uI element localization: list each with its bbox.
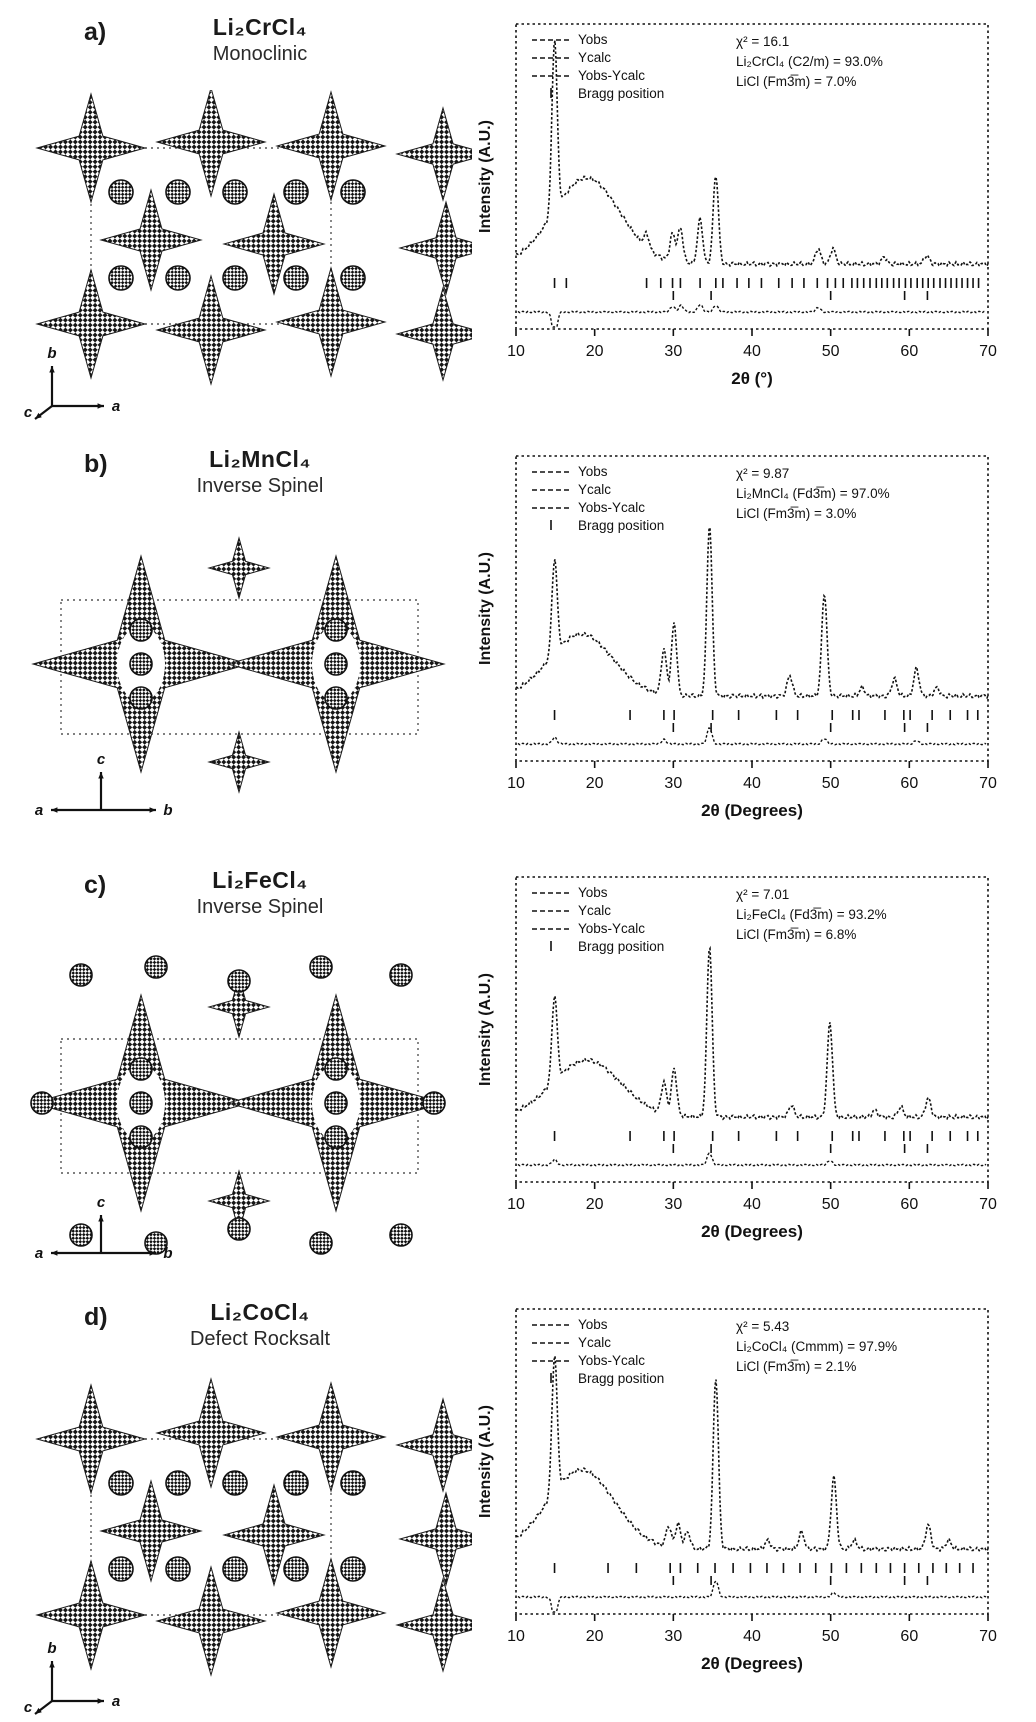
figure-panel (0, 446, 1036, 841)
axis-letter-label: a (111, 398, 121, 415)
panel-label: a) (84, 18, 107, 46)
axis-arrowhead (98, 1215, 103, 1221)
atom-circle (130, 653, 152, 675)
axis-letter-label: b (163, 802, 173, 819)
atom-circle (341, 266, 365, 290)
xrd-refinement-chart (474, 14, 1030, 409)
atom-circle (341, 1471, 365, 1495)
chart-column (474, 446, 1030, 841)
crystal-structure-image (6, 1375, 472, 1715)
atom-circle (166, 1557, 190, 1581)
legend-item-label: Ycalc (578, 482, 612, 497)
structure-type-label: Inverse Spinel (196, 896, 324, 918)
crystal-structure-image (6, 522, 472, 832)
axis-arrowhead (51, 807, 57, 812)
atom-circle (284, 180, 308, 204)
x-tick-label: 60 (900, 775, 919, 792)
panel-title-block (60, 14, 460, 66)
compound-formula: Li₂FeCl₄ (212, 867, 308, 893)
panel-label: d) (84, 1303, 108, 1331)
axis-letter-label: c (96, 1194, 106, 1211)
atom-circle (390, 1224, 412, 1246)
axis-letter-label: c (96, 751, 106, 768)
x-tick-label: 40 (743, 1196, 761, 1213)
chart-column (474, 867, 1030, 1262)
atom-circle (284, 266, 308, 290)
difference-curve (518, 1153, 986, 1165)
atom-circle (166, 1471, 190, 1495)
refinement-annotation: Li₂FeCl₄ (Fd3̅m) = 93.2% (736, 907, 887, 922)
axis-arrowhead (150, 807, 156, 812)
atom-circle (310, 1232, 332, 1254)
chart-legend (532, 885, 664, 954)
legend-item-label: Yobs (578, 1317, 608, 1332)
atom-circle (423, 1092, 445, 1114)
structure-column (0, 1299, 474, 1715)
panel-header (0, 1299, 474, 1375)
refinement-annotations (736, 466, 890, 521)
atom-circle (130, 1092, 152, 1114)
legend-item-label: Yobs-Ycalc (578, 500, 646, 515)
atom-circle (310, 956, 332, 978)
chart-legend (532, 464, 664, 533)
x-axis-label: 2θ (Degrees) (701, 801, 803, 820)
panel-title-block (60, 867, 460, 919)
axis-letter-label: a (34, 1245, 44, 1262)
atom-circle (31, 1092, 53, 1114)
x-tick-label: 30 (664, 1196, 683, 1213)
refinement-annotation: LiCl (Fm3̅m) = 6.8% (736, 927, 857, 942)
x-tick-label: 60 (900, 343, 919, 360)
atom-circle (325, 1126, 347, 1148)
x-tick-label: 30 (664, 1628, 683, 1645)
structure-column (0, 867, 474, 1273)
crystal-structure-image (6, 943, 472, 1273)
x-axis-ticks (507, 329, 997, 360)
x-tick-label: 50 (821, 1196, 840, 1213)
x-tick-label: 20 (585, 1196, 604, 1213)
x-tick-label: 10 (507, 343, 525, 360)
x-axis-ticks (507, 761, 997, 792)
x-tick-label: 20 (585, 343, 604, 360)
atom-circle (341, 180, 365, 204)
x-axis-label: 2θ (Degrees) (701, 1222, 803, 1241)
atom-circle (145, 956, 167, 978)
chart-legend (532, 1317, 664, 1386)
atom-circle (109, 1557, 133, 1581)
legend-item-label: Yobs-Ycalc (578, 921, 646, 936)
atom-circle (109, 266, 133, 290)
difference-curve (518, 1581, 986, 1612)
bragg-positions (555, 710, 978, 732)
diffraction-pattern-curve (516, 528, 988, 699)
x-tick-label: 50 (821, 343, 840, 360)
atom-circle (228, 1218, 250, 1240)
axis-arrowhead (49, 366, 54, 372)
atom-circle (325, 1058, 347, 1080)
octahedron-star (400, 1493, 472, 1585)
bragg-positions (555, 1131, 978, 1153)
panel-title-block (60, 446, 460, 498)
panel-title-block (60, 1299, 460, 1351)
x-tick-label: 50 (821, 1628, 840, 1645)
atom-circle (325, 653, 347, 675)
x-tick-label: 10 (507, 775, 525, 792)
figure-panel (0, 867, 1036, 1273)
atom-circle (223, 1471, 247, 1495)
octahedron-star (157, 90, 265, 196)
octahedron-star (157, 1379, 265, 1487)
atom-circle (325, 619, 347, 641)
x-tick-label: 30 (664, 775, 683, 792)
y-axis-label: Intensity (A.U.) (477, 973, 494, 1086)
atom-circle (223, 180, 247, 204)
x-axis-ticks (507, 1182, 997, 1213)
legend-item-label: Ycalc (578, 1335, 612, 1350)
refinement-annotation: Li₂MnCl₄ (Fd3̅m) = 97.0% (736, 486, 890, 501)
xrd-refinement-chart (474, 446, 1030, 841)
legend-item-label: Bragg position (578, 518, 665, 533)
x-tick-label: 40 (743, 1628, 761, 1645)
x-tick-label: 40 (743, 775, 761, 792)
x-tick-label: 50 (821, 775, 840, 792)
y-axis-label: Intensity (A.U.) (477, 1405, 494, 1518)
x-tick-label: 20 (585, 775, 604, 792)
atom-circle (228, 970, 250, 992)
atom-circle (70, 964, 92, 986)
difference-curve (518, 305, 986, 327)
chart-column (474, 14, 1030, 409)
atom-circle (341, 1557, 365, 1581)
atom-circle (70, 1224, 92, 1246)
axis-letter-label: c (23, 1699, 33, 1715)
atom-circle (325, 687, 347, 709)
refinement-annotations (736, 887, 887, 942)
atom-circle (130, 619, 152, 641)
compound-formula: Li₂CrCl₄ (212, 14, 308, 40)
axis-arrowhead (98, 403, 104, 408)
legend-item-label: Bragg position (578, 86, 665, 101)
x-tick-label: 70 (979, 775, 997, 792)
atom-circle (325, 1092, 347, 1114)
legend-item-label: Yobs (578, 32, 608, 47)
octahedron-star (157, 1567, 265, 1675)
octahedron-star (209, 732, 269, 792)
refinement-annotation: LiCl (Fm3̅m) = 3.0% (736, 506, 857, 521)
xrd-refinement-chart (474, 1299, 1030, 1694)
panel-header (0, 867, 474, 943)
atom-circle (223, 266, 247, 290)
x-tick-label: 70 (979, 1628, 997, 1645)
octahedron-star (209, 538, 269, 598)
refinement-annotations (736, 34, 883, 89)
x-tick-label: 30 (664, 343, 683, 360)
structure-type-label: Defect Rocksalt (189, 1328, 331, 1350)
x-tick-label: 60 (900, 1196, 919, 1213)
octahedron-star (400, 202, 472, 294)
legend-item-label: Bragg position (578, 939, 665, 954)
axis-letter-label: b (47, 345, 57, 362)
figure-panel (0, 1299, 1036, 1715)
panel-label: b) (84, 450, 108, 478)
atom-circle (166, 180, 190, 204)
bragg-positions (555, 1563, 974, 1585)
axis-arrowhead (98, 772, 103, 778)
octahedron-star (397, 288, 472, 380)
axis-letter-label: b (47, 1640, 57, 1657)
bragg-positions (555, 278, 979, 300)
compound-formula: Li₂MnCl₄ (209, 446, 311, 472)
octahedron-star (397, 108, 472, 200)
legend-item-label: Bragg position (578, 1371, 665, 1386)
x-axis-label: 2θ (°) (731, 369, 773, 388)
axis-arrowhead (98, 1698, 104, 1703)
legend-item-label: Ycalc (578, 903, 612, 918)
axis-letter-label: a (34, 802, 44, 819)
refinement-annotation: χ² = 9.87 (736, 466, 790, 481)
octahedron-star (397, 1579, 472, 1671)
crystal-structure-image (6, 90, 472, 420)
structure-type-label: Inverse Spinel (196, 475, 324, 497)
x-tick-label: 60 (900, 1628, 919, 1645)
panel-header (0, 446, 474, 522)
refinement-annotation: LiCl (Fm3̅m) = 7.0% (736, 74, 857, 89)
atom-circle (223, 1557, 247, 1581)
octahedron-star (157, 276, 265, 384)
legend-item-label: Yobs-Ycalc (578, 1353, 646, 1368)
refinement-annotation: χ² = 7.01 (736, 887, 790, 902)
atom-circle (109, 180, 133, 204)
atom-circle (130, 1126, 152, 1148)
atom-circle (390, 964, 412, 986)
x-axis-ticks (507, 1614, 997, 1645)
refinement-annotation: Li₂CrCl₄ (C2/m) = 93.0% (736, 54, 883, 69)
atom-circle (284, 1471, 308, 1495)
x-tick-label: 10 (507, 1628, 525, 1645)
axis-arrowhead (51, 1250, 57, 1255)
panel-header (0, 14, 474, 90)
y-axis-label: Intensity (A.U.) (477, 552, 494, 665)
atom-circle (130, 1058, 152, 1080)
structure-type-label: Monoclinic (212, 43, 308, 65)
axis-letter-label: c (23, 404, 33, 420)
diffraction-pattern-curve (516, 949, 988, 1120)
legend-item-label: Ycalc (578, 50, 612, 65)
axis-letter-label: a (111, 1693, 121, 1710)
compound-formula: Li₂CoCl₄ (210, 1299, 310, 1325)
panel-label: c) (84, 871, 107, 899)
atom-circle (166, 266, 190, 290)
x-axis-label: 2θ (Degrees) (701, 1654, 803, 1673)
structure-column (0, 446, 474, 832)
legend-item-label: Yobs (578, 464, 608, 479)
structure-column (0, 14, 474, 420)
y-axis-label: Intensity (A.U.) (477, 120, 494, 233)
chart-column (474, 1299, 1030, 1694)
x-tick-label: 40 (743, 343, 761, 360)
difference-curve (518, 728, 986, 745)
refinement-annotation: LiCl (Fm3̅m) = 2.1% (736, 1359, 857, 1374)
x-tick-label: 70 (979, 1196, 997, 1213)
atom-circle (284, 1557, 308, 1581)
legend-item-label: Yobs-Ycalc (578, 68, 646, 83)
x-tick-label: 70 (979, 343, 997, 360)
x-tick-label: 20 (585, 1628, 604, 1645)
legend-item-label: Yobs (578, 885, 608, 900)
refinement-annotation: Li₂CoCl₄ (Cmmm) = 97.9% (736, 1339, 898, 1354)
x-tick-label: 10 (507, 1196, 525, 1213)
atom-circle (109, 1471, 133, 1495)
octahedron-star (397, 1399, 472, 1491)
refinement-annotations (736, 1319, 897, 1374)
figure-panel (0, 14, 1036, 420)
axis-letter-label: b (163, 1245, 173, 1262)
refinement-annotation: χ² = 5.43 (736, 1319, 790, 1334)
axis-arrowhead (49, 1661, 54, 1667)
atom-circle (130, 687, 152, 709)
xrd-refinement-chart (474, 867, 1030, 1262)
refinement-annotation: χ² = 16.1 (736, 34, 790, 49)
